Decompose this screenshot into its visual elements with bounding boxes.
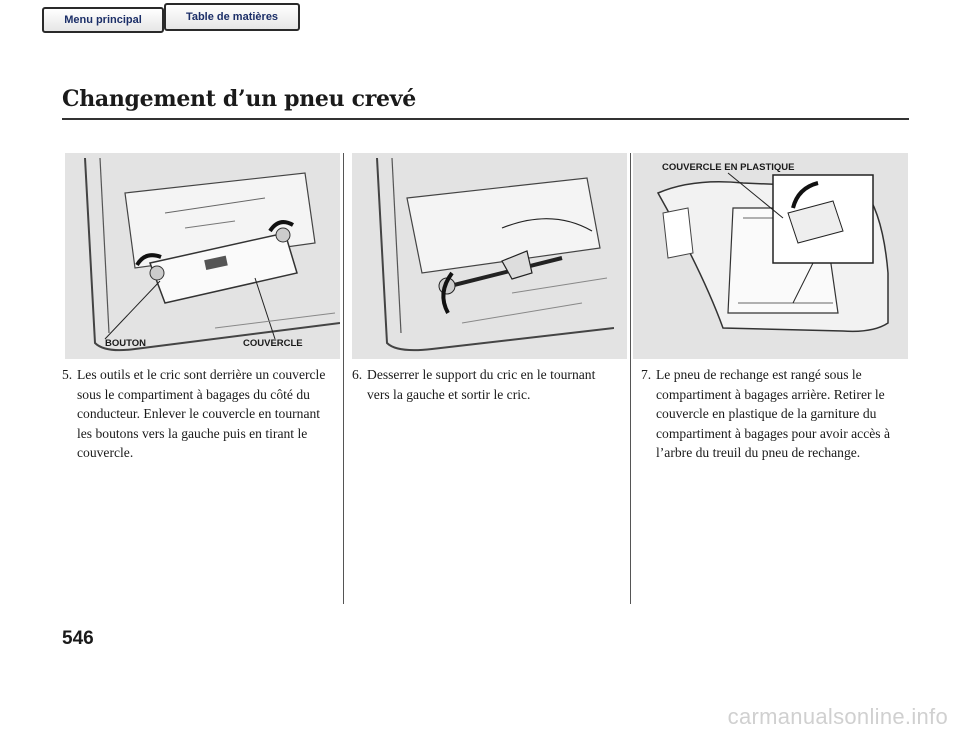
column-divider-2: [630, 153, 631, 604]
step-6-number: 6.: [352, 367, 363, 382]
page-title: Changement d’un pneu crevé: [62, 86, 416, 112]
main-menu-button[interactable]: Menu principal: [42, 7, 164, 33]
table-of-contents-button[interactable]: Table de matières: [164, 3, 300, 31]
step-7-number: 7.: [641, 367, 652, 382]
step-7: [641, 365, 909, 463]
site-watermark: carmanualsonline.info: [727, 704, 948, 729]
plastic-cover-label: COUVERCLE EN PLASTIQUE: [662, 162, 795, 173]
knob-label: BOUTON: [105, 338, 146, 349]
jack-removal-illustration: [352, 153, 614, 359]
figure-jack-removal: [352, 153, 627, 359]
step-5: [62, 365, 332, 463]
page-number: 546: [62, 628, 94, 649]
column-divider-1: [343, 153, 344, 604]
cover-removal-illustration: [65, 153, 340, 359]
step-6: [352, 365, 620, 404]
step-5-text: Les outils et le cric sont derrière un couvercle sous le compartiment à bagages du côté du conducteur. Enlever le couvercle en tournant les boutons vers la gauche puis en tirant le couvercle.: [77, 367, 326, 460]
step-5-number: 5.: [62, 367, 73, 382]
plastic-cover-illustration: [633, 153, 905, 359]
step-7-text: Le pneu de rechange est rangé sous le compartiment à bagages arrière. Retirer le couvercle en plastique de la garniture du compartiment à bagages pour avoir accès à l’arbre du treuil du pneu de rechange.: [656, 367, 891, 460]
step-6-text: Desserrer le support du cric en le tournant vers la gauche et sortir le cric.: [367, 367, 596, 402]
title-divider: [62, 118, 909, 120]
cover-label: COUVERCLE: [243, 338, 303, 349]
figure-cover-removal: [65, 153, 340, 359]
figure-plastic-cover: [633, 153, 908, 359]
